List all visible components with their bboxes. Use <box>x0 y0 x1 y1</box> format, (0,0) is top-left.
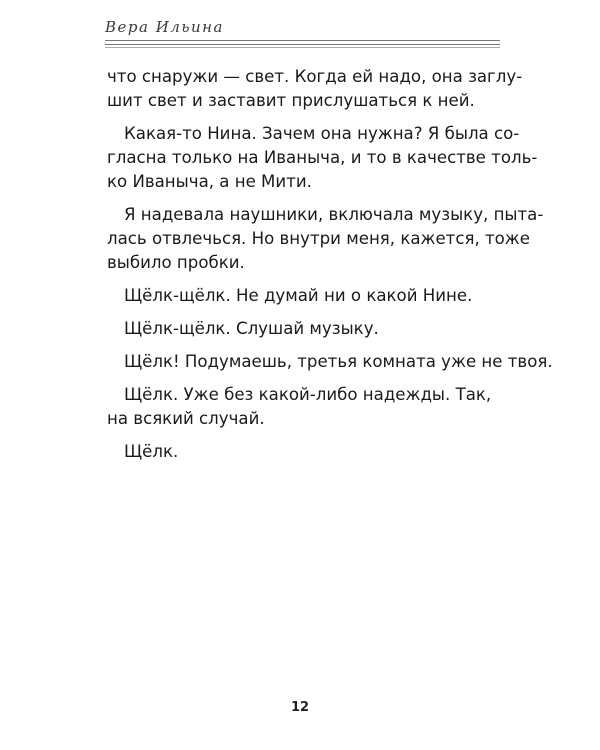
text-line: Щёлк! Подумаешь, третья комната уже не твоя. <box>124 352 553 371</box>
paragraph <box>107 65 523 113</box>
page-number: 12 <box>290 700 310 715</box>
text-line: что снаружи — свет. Когда ей надо, она заглу- <box>107 67 523 86</box>
text-line: на всякий случай. <box>107 409 265 428</box>
paragraph <box>107 440 499 464</box>
paragraph <box>107 317 499 341</box>
paragraph <box>107 203 544 275</box>
header-divider-secondary <box>105 47 500 48</box>
text-line: ко Иваныча, а не Мити. <box>107 172 312 191</box>
text-line: Щёлк-щёлк. Не думай ни о какой Нине. <box>124 286 473 305</box>
body-text <box>107 65 553 473</box>
text-line: Щёлк-щёлк. Слушай музыку. <box>124 319 379 338</box>
text-line: шит свет и заставит прислушаться к ней. <box>107 91 475 110</box>
text-line: Щёлк. <box>124 442 179 461</box>
text-line: лась отвлечься. Но внутри меня, кажется, тоже <box>107 229 530 248</box>
text-line: гласна только на Иваныча, и то в качестве толь- <box>107 148 538 167</box>
text-line: Щёлк. Уже без какой-либо надежды. Так, <box>124 385 492 404</box>
text-line: Какая-то Нина. Зачем она нужна? Я была со- <box>124 124 520 143</box>
paragraph <box>107 383 499 431</box>
text-line: выбило пробки. <box>107 253 245 272</box>
paragraph <box>107 284 499 308</box>
text-line: Я надевала наушники, включала музыку, пыта- <box>124 205 544 224</box>
paragraph <box>107 350 553 374</box>
header-rule <box>105 40 500 41</box>
paragraph <box>107 122 538 194</box>
header-divider <box>105 44 500 45</box>
author-name: Вера Ильина <box>105 18 224 36</box>
